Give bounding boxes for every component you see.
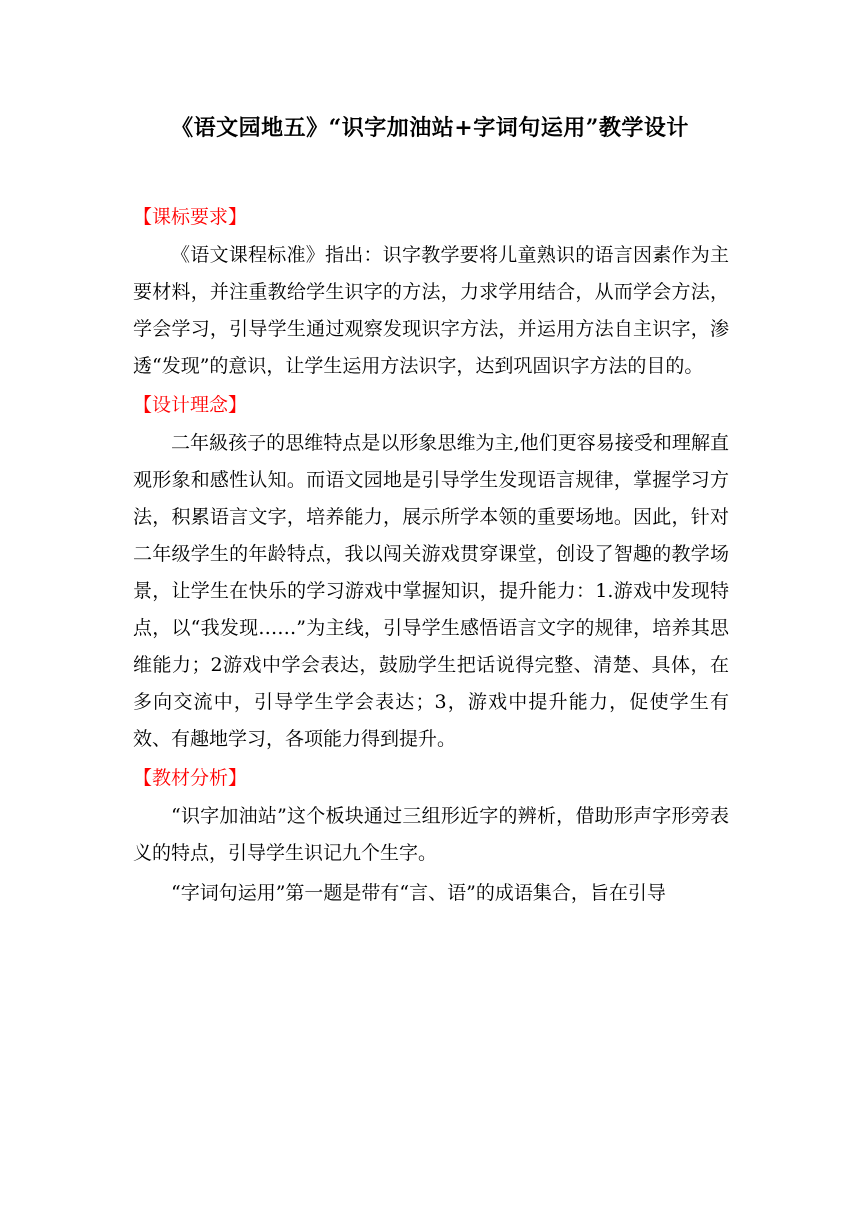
section-curriculum-requirements [133,200,729,385]
section-paragraph: 《语文课程标准》指出：识字教学要将儿童熟识的语言因素作为主要材料，并注重教给学生识字的方法，力求学用结合，从而学会方法，学会学习，引导学生通过观察发现识字方法，并运用方法自主识字，渗透“发现”的意识，让学生运用方法识字，达到巩固识字方法的目的。 [133,244,729,377]
section-heading: 【教材分析】 [133,767,248,789]
section-heading: 【课标要求】 [133,206,248,228]
section-design-concept [133,388,729,758]
section-paragraph: 二年級孩子的思维特点是以形象思维为主,他们更容易接受和理解直观形象和感性认知。而语文园地是引导学生发现语言规律，掌握学习方法，积累语言文字，培养能力，展示所学本领的重要场地。因此，针对二年级学生的年龄特点，我以闯关游戏贯穿课堂，创设了智趣的教学场景，让学生在快乐的学习游戏中掌握知识，提升能力：1.游戏中发现特点，以“我发现……”为主线，引导学生感悟语言文字的规律，培养其思维能力；2游戏中学会表达，鼓励学生把话说得完整、清楚、具体，在多向交流中，引导学生学会表达；3，游戏中提升能力，促使学生有效、有趣地学习，各项能力得到提升。 [133,432,729,750]
document-title: 《语文园地五》“识字加油站+字词句运用”教学设计 [171,115,689,141]
section-textbook-analysis [133,761,729,912]
section-paragraph: “字词句运用”第一题是带有“言、语”的成语集合，旨在引导 [171,882,666,904]
section-heading: 【设计理念】 [133,394,248,416]
document-body [133,200,729,915]
section-paragraph: “识字加油站”这个板块通过三组形近字的辨析，借助形声字形旁表义的特点，引导学生识记九个生字。 [133,805,729,864]
